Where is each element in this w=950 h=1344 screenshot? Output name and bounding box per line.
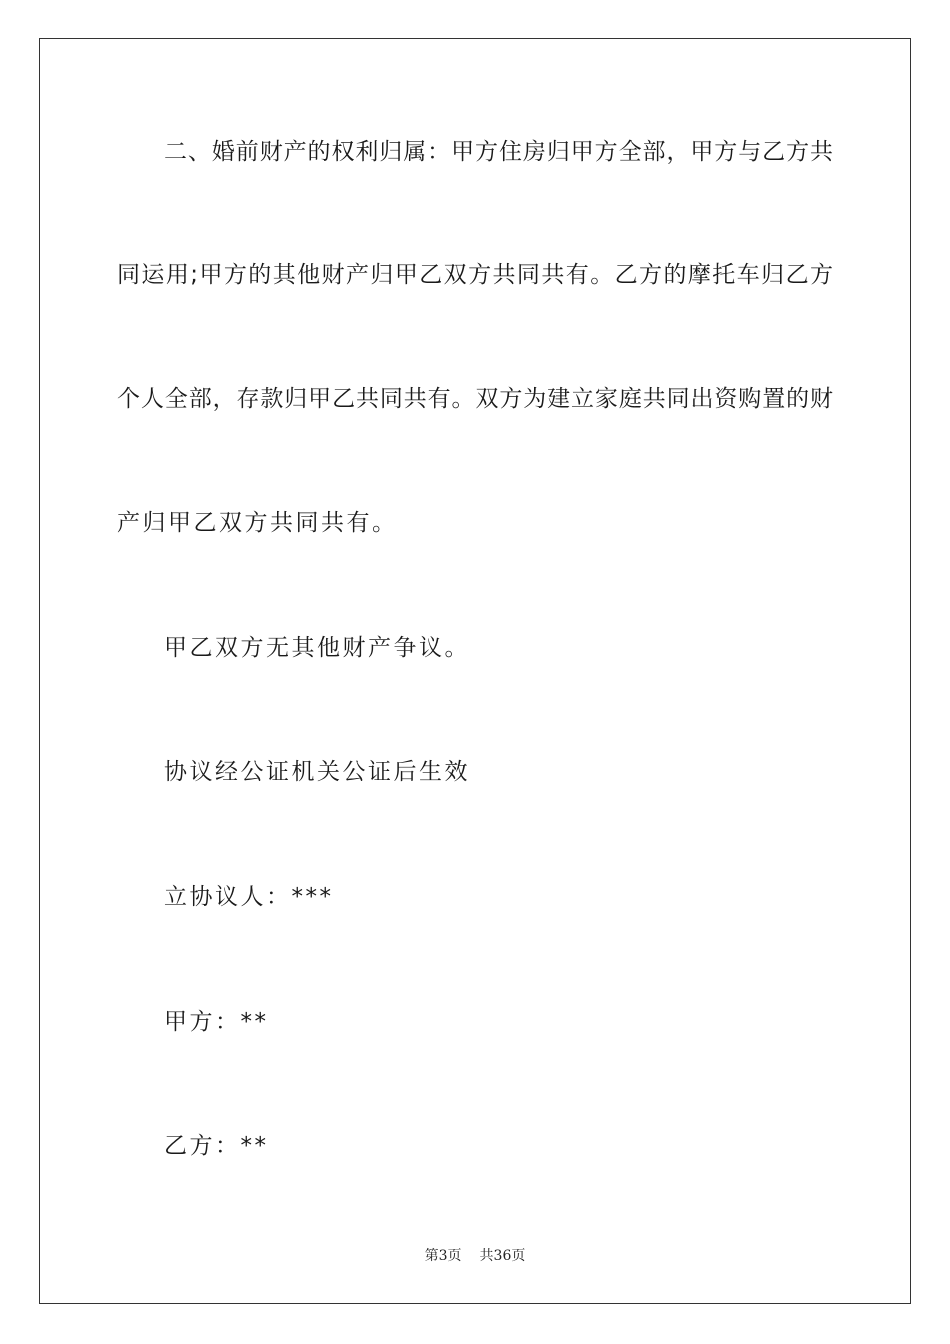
- property-paragraph-line-1: 二、婚前财产的权利归属：甲方住房归甲方全部，甲方与乙方共: [164, 139, 833, 165]
- page-number-current: 第3页: [424, 1248, 462, 1264]
- notary-paragraph: 协议经公证机关公证后生效: [164, 759, 470, 785]
- signatory-line: 立协议人：***: [164, 884, 334, 910]
- party-b-line: 乙方：**: [164, 1133, 269, 1159]
- property-paragraph-line-3: 个人全部，存款归甲乙共同共有。双方为建立家庭共同出资购置的财: [117, 386, 833, 412]
- no-dispute-paragraph: 甲乙双方无其他财产争议。: [164, 635, 470, 661]
- page-frame: [39, 38, 911, 1304]
- page-number-total: 共36页: [479, 1248, 526, 1264]
- property-paragraph-line-4: 产归甲乙双方共同共有。: [117, 510, 398, 536]
- property-paragraph-line-2: 同运用;甲方的其他财产归甲乙双方共同共有。乙方的摩托车归乙方: [117, 262, 833, 288]
- page-footer: [0, 1246, 950, 1266]
- party-a-line: 甲方：**: [164, 1009, 269, 1035]
